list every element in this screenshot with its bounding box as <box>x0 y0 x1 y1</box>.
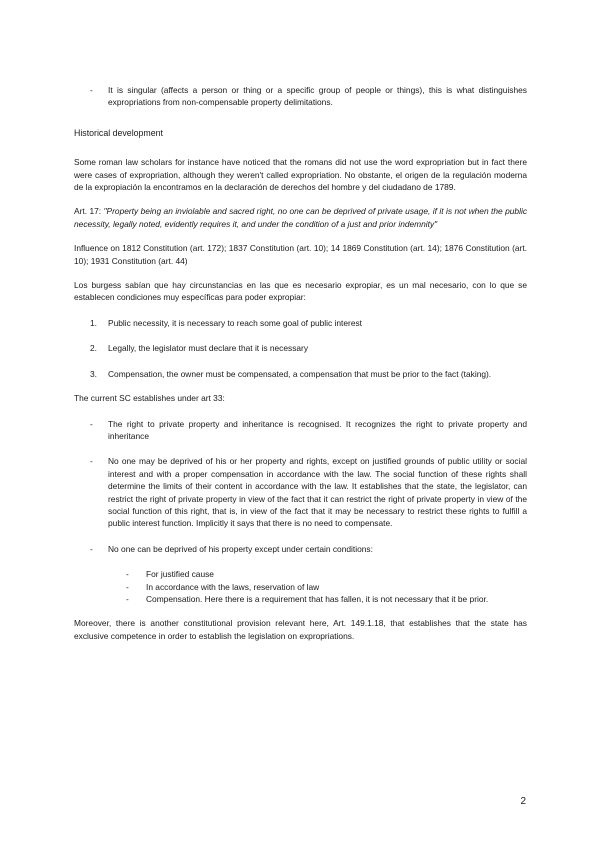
sub-bullet-mark: - <box>126 581 129 592</box>
sub-bullet <box>74 568 527 580</box>
condition-item <box>74 342 527 354</box>
condition-item <box>74 368 527 380</box>
condition-number: 3. <box>90 368 97 379</box>
sc-bullet <box>74 455 527 529</box>
sub-bullet <box>74 581 527 593</box>
bullet-mark: - <box>90 85 93 95</box>
sub-bullet-text: In accordance with the laws, reservation of law <box>146 581 320 592</box>
sub-bullet-mark: - <box>126 569 129 580</box>
bullet-text: The right to private property and inheritance is recognised. It recognizes the right to private property and inheritance <box>108 418 527 441</box>
art17-prefix: Art. 17: <box>74 206 104 217</box>
condition-text: Compensation, the owner must be compensated, a compensation that must be prior to the fact (taking). <box>108 368 492 379</box>
paragraph-roman-law: Some roman law scholars for instance have noticed that the romans did not use the word expropriation but in fact there were cases of expropriation, although they weren't called expropriation. No obstante, el origen de la regulación moderna de la expropiación la encontramos en la declaración de derechos del hombre y del ciudadano de 1789. <box>74 157 527 193</box>
sub-bullet-text: For justified cause <box>146 569 214 580</box>
paragraph-burgess: Los burgess sabían que hay circunstancias en las que es necesario expropiar, es un mal necesario, con lo que se establecen condiciones muy específicas para poder expropiar: <box>74 280 527 303</box>
bullet-singular <box>74 84 527 109</box>
sc-bullet <box>74 418 527 443</box>
paragraph-closing: Moreover, there is another constitutional provision relevant here, Art. 149.1.18, that establishes that the state has exclusive competence in order to establish the legislation on expropriations. <box>74 618 527 641</box>
art17-quote: "Property being an inviolable and sacred right, no one can be deprived of private usage, if it is not when the public necessity, legally noted, evidently requires it, and under the condition of a just and prior indemnity" <box>74 206 528 229</box>
document-page <box>74 84 527 642</box>
bullet-mark: - <box>90 418 93 429</box>
sc-bullet <box>74 543 527 555</box>
bullet-text: No one can be deprived of his property except under certain conditions: <box>108 543 373 554</box>
bullet-mark: - <box>90 456 93 467</box>
condition-item <box>74 317 527 329</box>
paragraph-art17 <box>74 205 527 230</box>
page-number: 2 <box>520 796 526 807</box>
condition-text: Legally, the legislator must declare that it is necessary <box>108 343 309 354</box>
paragraph-sc-intro: The current SC establishes under art 33: <box>74 393 225 404</box>
sub-bullet-text: Compensation. Here there is a requirement that has fallen, it is not necessary that it be prior. <box>146 593 489 604</box>
bullet-text: It is singular (affects a person or thing or a specific group of people or things), this is what distinguishes expropriations from non-compensable property delimitations. <box>108 85 527 108</box>
condition-number: 1. <box>90 317 97 328</box>
sub-bullet <box>74 593 527 605</box>
paragraph-influence: Influence on 1812 Constitution (art. 172); 1837 Constitution (art. 10); 14 1869 Constitution (art. 14); 1876 Constitution (art. 10); 1931 Constitution (art. 44) <box>74 243 527 266</box>
condition-number: 2. <box>90 343 97 354</box>
section-heading: Historical development <box>74 127 163 138</box>
sub-bullet-mark: - <box>126 593 129 604</box>
bullet-mark: - <box>90 543 93 554</box>
condition-text: Public necessity, it is necessary to reach some goal of public interest <box>108 317 363 328</box>
bullet-text: No one may be deprived of his or her property and rights, except on justified grounds of public utility or social interest and with a proper compensation in accordance with the law. The social function of these rights shall determine the limits of their content in accordance with the law. It establishes that the state, the legislator, can restrict the right of private property in view of the fact that it can restrict the right of private property in view of the social function of this right, that is, in view of the fact that it may be necessary to restrict these rights to fulfill a public interest function. Implicitly it says that there is no need to compensate. <box>108 456 527 529</box>
